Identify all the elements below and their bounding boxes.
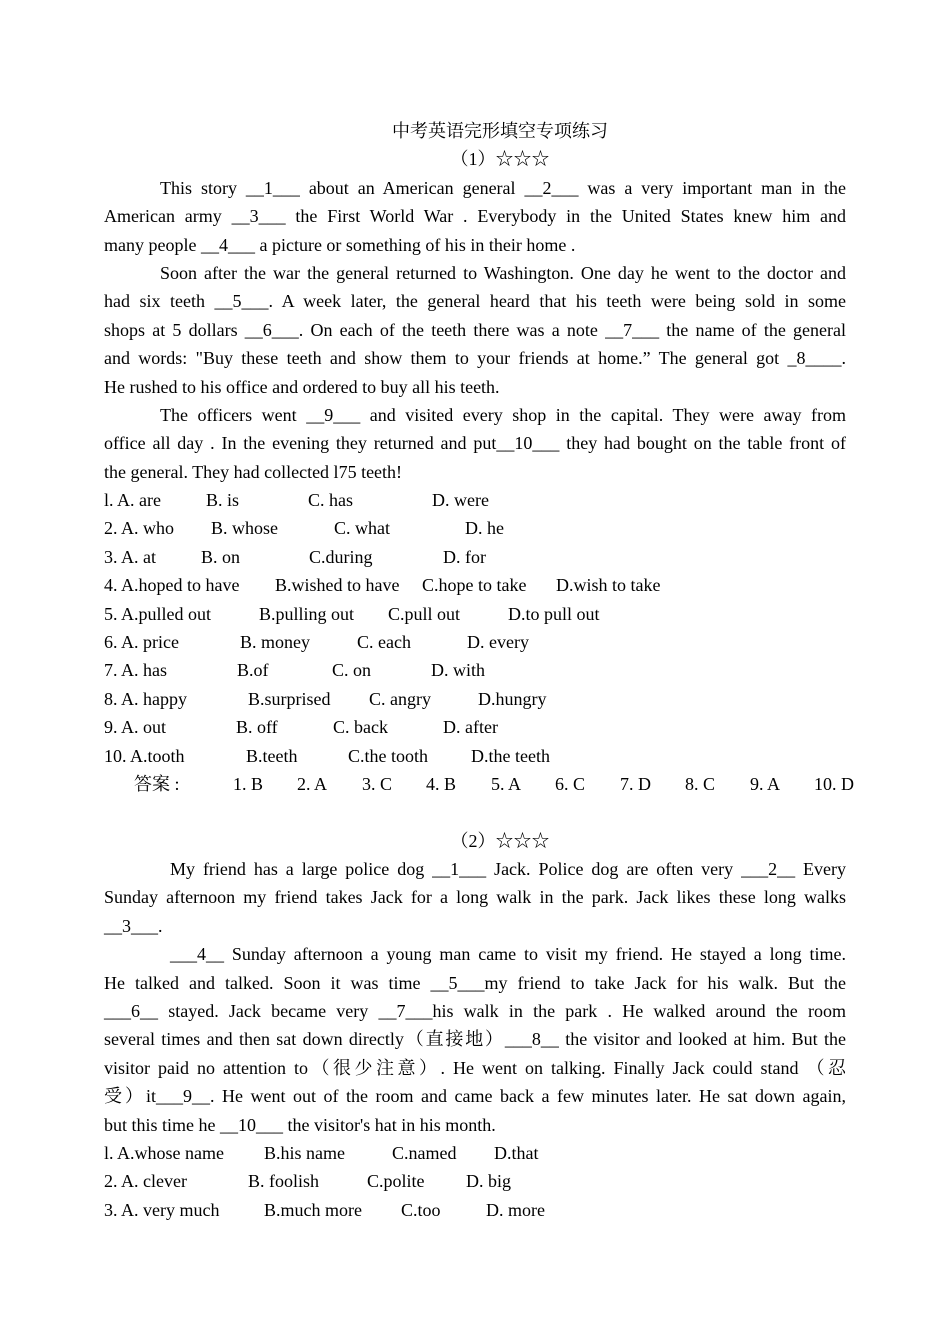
passage-1-line: had six teeth __5___. A week later, the general heard that his teeth were being sold in some <box>104 291 846 311</box>
passage-2-line: Sunday afternoon my friend takes Jack for a long walk in the park. Jack likes these long walks <box>104 887 846 907</box>
option-a: 5. A.pulled out <box>104 604 211 624</box>
option-a: 3. A. at <box>104 547 156 567</box>
option-a: 2. A. clever <box>104 1171 187 1191</box>
option-a: 6. A. price <box>104 632 179 652</box>
answer-item: 3. C <box>362 774 393 794</box>
option-c: C.named <box>392 1143 457 1163</box>
option-a: 3. A. very much <box>104 1200 220 1220</box>
option-b: B. whose <box>211 518 278 538</box>
option-c: C. each <box>357 632 411 652</box>
answer-item: 4. B <box>426 774 457 794</box>
passage-2-line: __3___. <box>104 916 163 936</box>
answer-item: 5. A <box>491 774 522 794</box>
option-b: B. on <box>201 547 241 567</box>
passage-2-line: ___6__ stayed. Jack became very __7___his walk in the park . He walked around the room <box>104 1001 846 1021</box>
option-d: D. more <box>486 1200 545 1220</box>
answer-item: 8. C <box>685 774 716 794</box>
option-c: C.pull out <box>388 604 461 624</box>
answer-item: 6. C <box>555 774 586 794</box>
passage-1-line: the general. They had collected l75 teeth! <box>104 462 403 482</box>
option-d: D. after <box>443 717 498 737</box>
option-a: 8. A. happy <box>104 689 187 709</box>
passage-1-line: Soon after the war the general returned to Washington. One day he went to the doctor and <box>160 263 846 283</box>
option-d: D. every <box>467 632 529 652</box>
document-title: 中考英语完形填空专项练习 <box>392 121 608 141</box>
option-c: C. angry <box>369 689 431 709</box>
passage-1-line: This story __1___ about an American general __2___ was a very important man in the <box>160 178 846 198</box>
option-d: D.to pull out <box>508 604 600 624</box>
answer-item: 2. A <box>297 774 328 794</box>
answer-label: 答案 : <box>134 774 180 794</box>
option-c: C.hope to take <box>422 575 527 595</box>
passage-1-line: shops at 5 dollars __6___. On each of the teeth there was a note __7___ the name of the general <box>104 320 846 340</box>
option-c: C.during <box>309 547 373 567</box>
option-b: B.surprised <box>248 689 331 709</box>
option-b: B.wished to have <box>275 575 400 595</box>
option-c: C.too <box>401 1200 441 1220</box>
option-c: C.the tooth <box>348 746 428 766</box>
option-b: B. foolish <box>248 1171 320 1191</box>
passage-2-line: visitor paid no attention to（很少注意）. He went on talking. Finally Jack could stand （忍 <box>104 1058 846 1078</box>
option-c: C. what <box>334 518 390 538</box>
option-c: C.polite <box>367 1171 425 1191</box>
passage-1-line: many people __4___ a picture or something of his in their home . <box>104 235 576 255</box>
option-b: B. money <box>240 632 310 652</box>
passage-1-line: The officers went __9___ and visited every shop in the capital. They were away from <box>160 405 846 425</box>
option-b: B.his name <box>264 1143 345 1163</box>
answer-item: 7. D <box>620 774 651 794</box>
option-a: 7. A. has <box>104 660 167 680</box>
option-b: B.teeth <box>246 746 298 766</box>
option-a: 4. A.hoped to have <box>104 575 240 595</box>
passage-1-line: and words: "Buy these teeth and show them to your friends at home.” The general got _8____. <box>104 348 846 368</box>
option-b: B.pulling out <box>259 604 355 624</box>
passage-1-line: American army __3___ the First World War . Everybody in the United States knew him and <box>104 206 846 226</box>
option-d: D.wish to take <box>556 575 661 595</box>
option-d: D. were <box>432 490 489 510</box>
option-c: C. back <box>333 717 388 737</box>
option-d: D. for <box>443 547 486 567</box>
option-d: D.hungry <box>478 689 547 709</box>
option-a: 2. A. who <box>104 518 175 538</box>
option-a: l. A. are <box>104 490 161 510</box>
option-d: D.that <box>494 1143 539 1163</box>
option-b: B.of <box>237 660 269 680</box>
option-b: B. is <box>206 490 240 510</box>
option-a: 10. A.tooth <box>104 746 185 766</box>
option-d: D. he <box>465 518 504 538</box>
option-c: C. has <box>308 490 353 510</box>
answer-item: 9. A <box>750 774 781 794</box>
option-a: 9. A. out <box>104 717 167 737</box>
option-b: B.much more <box>264 1200 362 1220</box>
passage-2-line: ___4__ Sunday afternoon a young man came to visit my friend. He stayed a long time. <box>170 944 846 964</box>
section-1-heading: （1）☆☆☆ <box>450 149 550 169</box>
passage-2-line: My friend has a large police dog __1___ Jack. Police dog are often very ___2__ Every <box>170 859 846 879</box>
answer-item: 10. D <box>814 774 854 794</box>
passage-1-line: office all day . In the evening they returned and put__10___ they had bought on the table front of <box>104 433 846 453</box>
option-c: C. on <box>332 660 372 680</box>
option-b: B. off <box>236 717 278 737</box>
option-a: l. A.whose name <box>104 1143 224 1163</box>
passage-1-line: He rushed to his office and ordered to buy all his teeth. <box>104 377 500 397</box>
option-d: D.the teeth <box>471 746 550 766</box>
section-2-heading: （2）☆☆☆ <box>450 831 550 851</box>
option-d: D. with <box>431 660 485 680</box>
passage-2-line: 受）it___9__. He went out of the room and came back a few minutes later. He sat down again, <box>104 1086 846 1106</box>
passage-2-line: but this time he __10___ the visitor's hat in his month. <box>104 1115 496 1135</box>
passage-2-line: several times and then sat down directly（直接地）___8__ the visitor and looked at him. But the <box>104 1029 846 1049</box>
passage-2-line: He talked and talked. Soon it was time __5___my friend to take Jack for his walk. But the <box>104 973 846 993</box>
option-d: D. big <box>466 1171 511 1191</box>
answer-item: 1. B <box>233 774 264 794</box>
